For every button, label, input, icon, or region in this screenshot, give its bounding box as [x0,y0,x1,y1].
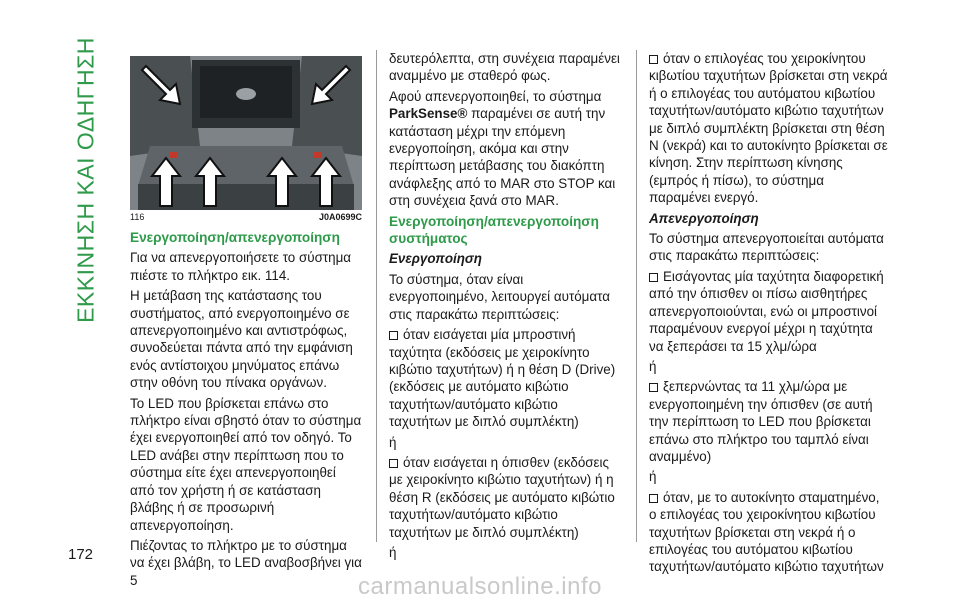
section-heading: Ενεργοποίηση/απενεργοποίηση συστήματος [389,213,599,247]
column-2 [389,50,623,564]
rear-car-illustration [130,56,362,210]
square-bullet-icon [649,383,658,392]
paragraph: Το LED που βρίσκεται επάνω στο πλήκτρο είναι σβηστό όταν το σύστημα έχει ενεργοποιηθεί από τον οδηγό. Το LED ανάβει στην περίπτωση που το σύστημα είτε έχει απενεργοποιηθεί από τον χρήστη ή σε κατάσταση βλάβης ή σε προσωρινή απενεργοποίηση. [130,395,362,533]
paragraph: Αφού απενεργοποιηθεί, το σύστημα ParkSense® παραμένει σε αυτή την κατάσταση μέχρι την επόμενη ενεργοποίηση, ακόμα και στην περίπτωση μετάβασης του διακόπτη ανάφλεξης από το MAR στο STOP και στη συνέχεια ξανά στο MAR. [389,88,616,209]
list-item: όταν, με το αυτοκίνητο σταματημένο, ο επιλογέας του χειροκίνητου κιβωτίου ταχυτήτων βρίσκεται στη νεκρά ή ο επιλογέας του αυτόματου κιβωτίου ταχυτήτων/αυτόματο κιβώτιο ταχυτήτων [649,489,884,575]
square-bullet-icon [389,331,398,340]
subheading: Ενεργοποίηση [389,251,482,267]
paragraph: δευτερόλεπτα, στη συνέχεια παραμένει αναμμένο με σταθερό φως. [389,51,620,84]
chapter-title: ΕΚΚΙΝΗΣΗ ΚΑΙ ΟΔΗΓΗΣΗ [72,37,99,323]
section-heading: Ενεργοποίηση/απενεργοποίηση [130,230,340,245]
square-bullet-icon [649,494,658,503]
column-1 [130,229,362,592]
paragraph: Το σύστημα, όταν είναι ενεργοποιημένο, λειτουργεί αυτόματα στις παρακάτω περιπτώσεις: [389,271,610,322]
brand-name: ParkSense® [389,106,468,122]
conjunction: ή [389,544,397,560]
conjunction: ή [389,434,397,450]
figure-code: J0A0699C [318,212,362,222]
column-divider [636,50,637,542]
page-number: 172 [68,546,94,563]
paragraph: Για να απενεργοποιήσετε το σύστημα πιέστε το πλήκτρο εικ. 114. [130,250,352,283]
subheading: Απενεργοποίηση [649,210,759,226]
list-item: όταν εισάγεται η όπισθεν (εκδόσεις με χειροκίνητο κιβώτιο ταχυτήτων) ή η θέση R (εκδόσεις με αυτόματο κιβώτιο ταχυτήτων/αυτόματο κιβώτιο ταχυτήτων με διπλό συμπλέκτη) [389,454,615,540]
column-3 [649,50,889,579]
square-bullet-icon [649,55,658,64]
list-item: όταν ο επιλογέας του χειροκίνητου κιβωτίου ταχυτήτων βρίσκεται στη νεκρά ή ο επιλογέας του αυτόματου κιβωτίου ταχυτήτων/αυτόματο κιβώτιο ταχυτήτων με διπλό συμπλέκτη βρίσκεται στη θέση N (νεκρά) και το αυτοκίνητο βρίσκεται σε κίνηση. Στην περίπτωση κίνησης (εμπρός ή πίσω), το σύστημα παραμένει ενεργό. [649,51,888,206]
column-divider [376,50,377,542]
conjunction: ή [649,358,657,374]
figure-number: 116 [130,212,145,222]
rear-bumper-sensors-photo [130,56,362,210]
watermark: carmanualsonline.info [358,573,602,600]
list-item: όταν εισάγεται μία μπροστινή ταχύτητα (εκδόσεις με χειροκίνητο κιβώτιο ταχυτήτων) ή η θέση D (Drive) (εκδόσεις με αυτόματο κιβώτιο ταχυτήτων/αυτόματο κιβώτιο ταχυτήτων με διπλό συμπλέκτη) [389,327,616,430]
paragraph: Πιέζοντας το πλήκτρο με το σύστημα να έχει βλάβη, το LED αναβοσβήνει για 5 [130,537,362,588]
list-item: ξεπερνώντας τα 11 χλμ/ώρα με ενεργοποιημένη την όπισθεν (σε αυτή την περίπτωση το LED που βρίσκεται επάνω στο πλήκτρο του ταμπλό είναι αναμμένο) [649,379,873,464]
paragraph: Η μετάβαση της κατάστασης του συστήματος, από ενεργοποιημένο σε απενεργοποιημένο και αντιστρόφως, συνοδεύεται πάντα από την εμφάνιση ενός αντίστοιχου μηνύματος επάνω στην οθόνη του πίνακα οργάνων. [130,288,353,391]
square-bullet-icon [389,459,398,468]
paragraph: Το σύστημα απενεργοποιείται αυτόματα στις παρακάτω περιπτώσεις: [649,231,884,264]
list-item: Εισάγοντας μία ταχύτητα διαφορετική από την όπισθεν οι πίσω αισθητήρες απενεργοποιούνται, ενώ οι μπροστινοί παραμένουν ενεργοί μέχρι η ταχύτητα να ξεπεράσει τα 15 χλμ/ώρα [649,268,884,354]
conjunction: ή [649,469,657,485]
square-bullet-icon [649,273,658,282]
